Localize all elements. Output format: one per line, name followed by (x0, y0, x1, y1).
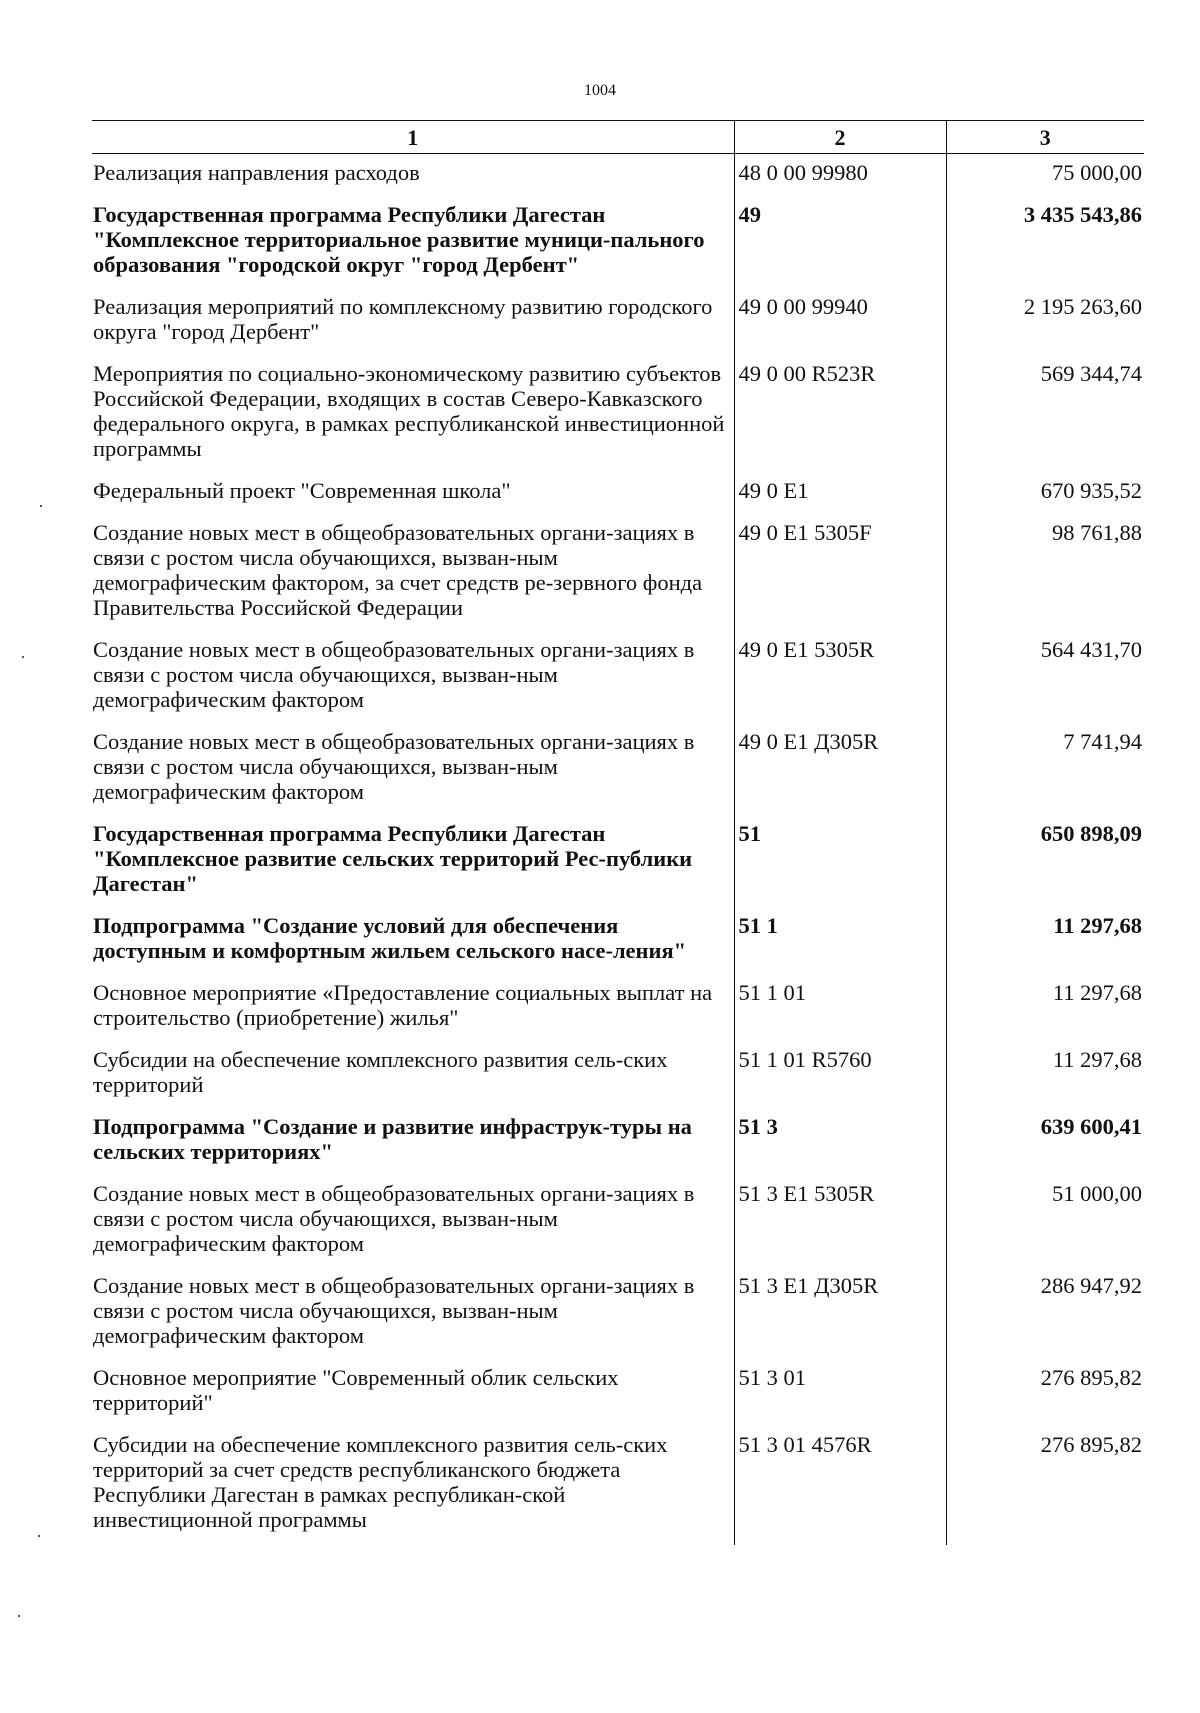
row-code: 51 3 E1 Д305R (734, 1269, 946, 1361)
row-name: Создание новых мест в общеобразовательных органи-зациях в связи с ростом числа обучающихся, вызван-ным демографическим фактором (93, 729, 695, 804)
row-name: Создание новых мест в общеобразовательных органи-зациях в связи с ростом числа обучающихся, вызван-ным демографическим фактором, за счет средств ре-зервного фонда Правительства Российской Федерации (93, 520, 703, 620)
table-row (92, 1043, 1144, 1110)
table-row (92, 516, 1144, 633)
row-amount: 75 000,00 (946, 154, 1144, 199)
row-name: Создание новых мест в общеобразовательных органи-зациях в связи с ростом числа обучающихся, вызван-ным демографическим фактором (93, 637, 695, 712)
header-col-2: 2 (734, 121, 946, 154)
row-code: 51 3 E1 5305R (734, 1177, 946, 1269)
row-code: 49 0 E1 (734, 474, 946, 516)
row-amount: 650 898,09 (946, 817, 1144, 909)
row-code: 51 (734, 817, 946, 909)
row-amount: 11 297,68 (946, 976, 1144, 1043)
row-code: 49 0 00 R523R (734, 357, 946, 474)
row-code: 49 (734, 198, 946, 290)
row-amount: 11 297,68 (946, 1043, 1144, 1110)
row-code: 51 1 01 R5760 (734, 1043, 946, 1110)
table-body (92, 154, 1144, 1546)
table-row (92, 474, 1144, 516)
row-code: 49 0 E1 5305R (734, 633, 946, 725)
row-amount: 564 431,70 (946, 633, 1144, 725)
row-amount: 670 935,52 (946, 474, 1144, 516)
row-code: 49 0 E1 5305F (734, 516, 946, 633)
row-name: Основное мероприятие "Современный облик сельских территорий" (93, 1365, 619, 1415)
row-code: 51 3 01 4576R (734, 1428, 946, 1545)
row-code: 51 3 (734, 1110, 946, 1177)
row-amount: 286 947,92 (946, 1269, 1144, 1361)
table-row (92, 1110, 1144, 1177)
row-name: Создание новых мест в общеобразовательных органи-зациях в связи с ростом числа обучающихся, вызван-ным демографическим фактором (93, 1273, 695, 1348)
row-name: Федеральный проект "Современная школа" (93, 478, 511, 503)
row-amount: 51 000,00 (946, 1177, 1144, 1269)
row-name: Основное мероприятие «Предоставление социальных выплат на строительство (приобретение) жилья" (93, 980, 713, 1030)
row-amount: 276 895,82 (946, 1428, 1144, 1545)
row-name: Реализация направления расходов (93, 160, 420, 185)
table-row (92, 817, 1144, 909)
row-name: Подпрограмма "Создание условий для обеспечения доступным и комфортным жильем сельского насе-ления" (93, 913, 687, 963)
table-row (92, 1361, 1144, 1428)
row-amount: 276 895,82 (946, 1361, 1144, 1428)
header-col-1: 1 (92, 121, 734, 154)
row-name: Подпрограмма "Создание и развитие инфраструк-туры на сельских территориях" (93, 1114, 692, 1164)
row-amount: 639 600,41 (946, 1110, 1144, 1177)
table-row (92, 725, 1144, 817)
table-row (92, 1269, 1144, 1361)
row-name: Создание новых мест в общеобразовательных органи-зациях в связи с ростом числа обучающихся, вызван-ным демографическим фактором (93, 1181, 695, 1256)
row-name: Государственная программа Республики Дагестан "Комплексное развитие сельских территорий Рес-публики Дагестан" (93, 821, 693, 896)
scan-speck (18, 1615, 20, 1617)
scan-speck (38, 1535, 40, 1537)
row-code: 49 0 E1 Д305R (734, 725, 946, 817)
table-row (92, 290, 1144, 357)
row-code: 48 0 00 99980 (734, 154, 946, 199)
table-row (92, 633, 1144, 725)
row-code: 51 3 01 (734, 1361, 946, 1428)
page-number: 1004 (584, 82, 616, 99)
table-row (92, 1177, 1144, 1269)
row-name: Субсидии на обеспечение комплексного развития сель-ских территорий (93, 1047, 668, 1097)
table-row (92, 1428, 1144, 1545)
row-name: Реализация мероприятий по комплексному развитию городского округа "город Дербент" (93, 294, 713, 344)
table-header (92, 121, 1144, 154)
row-amount: 2 195 263,60 (946, 290, 1144, 357)
row-amount: 11 297,68 (946, 909, 1144, 976)
row-name: Субсидии на обеспечение комплексного развития сель-ских территорий за счет средств республиканского бюджета Республики Дагестан в рамках республикан-ской инвестиционной программы (93, 1432, 668, 1532)
table-row (92, 198, 1144, 290)
budget-table (92, 120, 1144, 1545)
table-row (92, 976, 1144, 1043)
scan-speck (40, 505, 42, 507)
scan-speck (22, 656, 24, 658)
row-name: Государственная программа Республики Дагестан "Комплексное территориальное развитие муници-пального образования "городской округ "город Дербент" (93, 202, 705, 277)
table-row (92, 154, 1144, 199)
table-row (92, 909, 1144, 976)
row-code: 51 1 (734, 909, 946, 976)
table-row (92, 357, 1144, 474)
row-code: 49 0 00 99940 (734, 290, 946, 357)
row-amount: 98 761,88 (946, 516, 1144, 633)
header-col-3: 3 (946, 121, 1144, 154)
row-amount: 3 435 543,86 (946, 198, 1144, 290)
row-code: 51 1 01 (734, 976, 946, 1043)
row-amount: 7 741,94 (946, 725, 1144, 817)
row-amount: 569 344,74 (946, 357, 1144, 474)
row-name: Мероприятия по социально-экономическому развитию субъектов Российской Федерации, входящих в состав Северо-Кавказского федерального округа, в рамках республиканской инвестиционной программы (93, 361, 725, 461)
